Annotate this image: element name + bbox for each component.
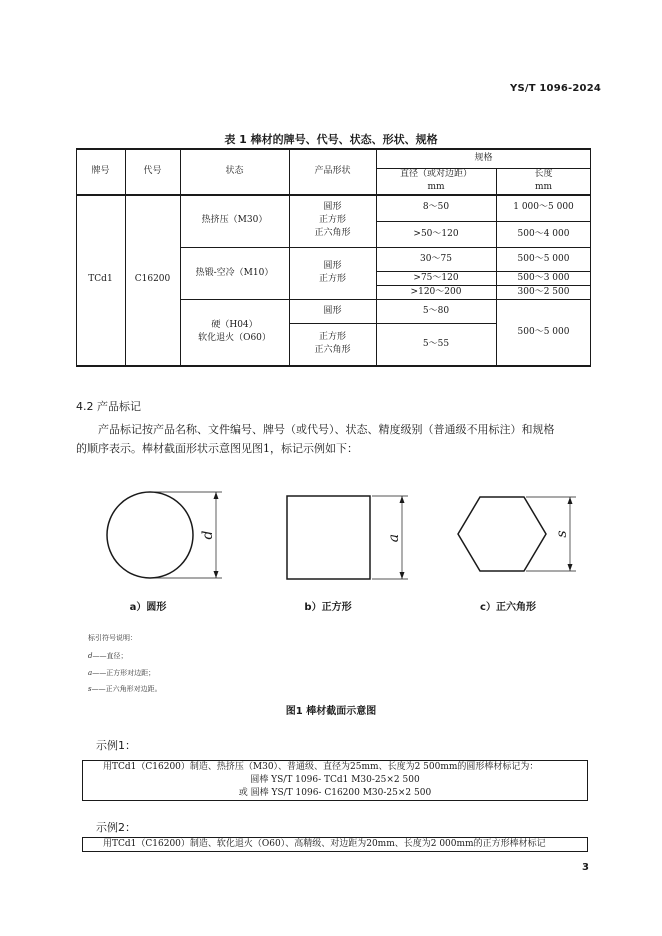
- page-number: 3: [582, 862, 589, 873]
- example-line: 圆棒 YS/T 1096- TCd1 M30-25×2 500: [250, 775, 420, 785]
- cell-temper: 硬（H04） 软化退火（O60）: [198, 320, 271, 343]
- header-length-label: 长度: [534, 169, 553, 179]
- header-diameter-unit: mm: [427, 182, 445, 192]
- cell-length: 1 000～5 000: [513, 202, 574, 212]
- caption-square: b）正方形: [304, 602, 352, 613]
- cell-diameter: >75～120: [413, 272, 459, 283]
- cell-diameter: 5～55: [422, 338, 450, 349]
- dim-label-d: d: [200, 530, 216, 540]
- figure-caption: 图1 棒材截面示意图: [285, 706, 377, 717]
- legend-title: 标引符号说明：: [88, 634, 137, 642]
- legend-symbol: d: [88, 652, 93, 660]
- standard-code: YS/T 1096-2024: [510, 83, 602, 94]
- dimension-arrow: [214, 492, 219, 499]
- example-2-label: 示例2：: [96, 821, 136, 834]
- cell-diameter: >50～120: [413, 228, 459, 239]
- legend-item: [88, 684, 162, 694]
- round-section-shape: [107, 492, 193, 578]
- example-1-label: 示例1：: [96, 739, 136, 752]
- cross-section-figure: [0, 480, 662, 590]
- cell-diameter: >120～200: [410, 286, 462, 297]
- cell-code: C16200: [134, 274, 171, 284]
- cell-temper: 热挤压（M30）: [201, 215, 268, 225]
- example-line: 或 圆棒 YS/T 1096- C16200 M30-25×2 500: [238, 788, 432, 798]
- legend-symbol: s: [88, 685, 92, 693]
- legend-text: ——直径；: [92, 652, 128, 660]
- cell-shape: 圆形 正方形: [318, 261, 346, 284]
- cell-length: 300～2 500: [517, 286, 570, 297]
- paragraph-line: 的顺序表示。棒材截面形状示意图见图1，标记示例如下：: [76, 442, 358, 455]
- header-diameter: [376, 168, 496, 194]
- legend-item: [88, 651, 127, 661]
- cell-shape: 圆形 正方形 正六角形: [314, 202, 351, 238]
- dimension-arrow: [568, 564, 573, 571]
- header-length-unit: mm: [534, 182, 553, 192]
- cell-diameter: 30～75: [420, 253, 452, 264]
- cell-length: 500～3 000: [517, 272, 570, 283]
- header-code: 代号: [143, 165, 162, 176]
- paragraph-line: 产品标记按产品名称、文件编号、牌号（或代号）、状态、精度级别（普通级不用标注）和规格: [98, 423, 555, 436]
- example-1-box: [82, 760, 588, 801]
- square-section-shape: [287, 496, 370, 579]
- dim-label-s: s: [554, 530, 570, 538]
- cell-diameter: 8～50: [422, 202, 450, 212]
- cell-shape: 正方形 正六角形: [314, 332, 351, 355]
- dimension-arrow: [214, 571, 219, 578]
- table-bottom-rule: [76, 365, 591, 367]
- table-title: 表 1 棒材的牌号、代号、状态、形状、规格: [224, 133, 438, 146]
- cell-length: 500～4 000: [517, 228, 570, 239]
- header-shape: 产品形状: [314, 165, 351, 176]
- cell-length: 500～5 000: [517, 326, 570, 337]
- dimension-arrow: [568, 497, 573, 504]
- section-heading: 4.2 产品标记: [76, 400, 141, 413]
- legend-symbol: a: [88, 669, 93, 677]
- dimension-arrow: [400, 572, 405, 579]
- legend-text: ——正六角形对边距。: [91, 685, 162, 693]
- cell-temper: 热锻-空冷（M10）: [195, 267, 274, 278]
- legend-text: ——正方形对边距；: [92, 669, 156, 677]
- caption-round: a）圆形: [129, 602, 167, 613]
- example-2-box: [82, 837, 588, 852]
- example-line: 用TCd1（C16200）制造、热挤压（M30）、普通级、直径为25mm、长度为2 500mm的圆形棒材标记为：: [103, 762, 539, 772]
- spec-table: [76, 148, 591, 367]
- header-diameter-label: 直径（或对边距）: [399, 169, 472, 179]
- header-grade: 牌号: [91, 165, 110, 176]
- cell-diameter: 5～80: [422, 305, 450, 316]
- cell-grade: TCd1: [88, 274, 113, 284]
- header-temper: 状态: [225, 165, 244, 176]
- caption-hexagon: c）正六角形: [480, 602, 536, 613]
- cell-length: 500～5 000: [517, 253, 570, 264]
- dimension-arrow: [400, 496, 405, 503]
- dim-label-a: a: [386, 533, 402, 543]
- hexagon-section-shape: [458, 497, 546, 571]
- legend-item: [88, 668, 155, 678]
- header-spec: 规格: [474, 152, 493, 163]
- header-length: [496, 168, 591, 194]
- example-line: 用TCd1（C16200）制造、软化退火（O60）、高精级、对边距为20mm、长度为2 000mm的正方形棒材标记: [103, 839, 546, 849]
- cell-shape: 圆形: [323, 305, 342, 316]
